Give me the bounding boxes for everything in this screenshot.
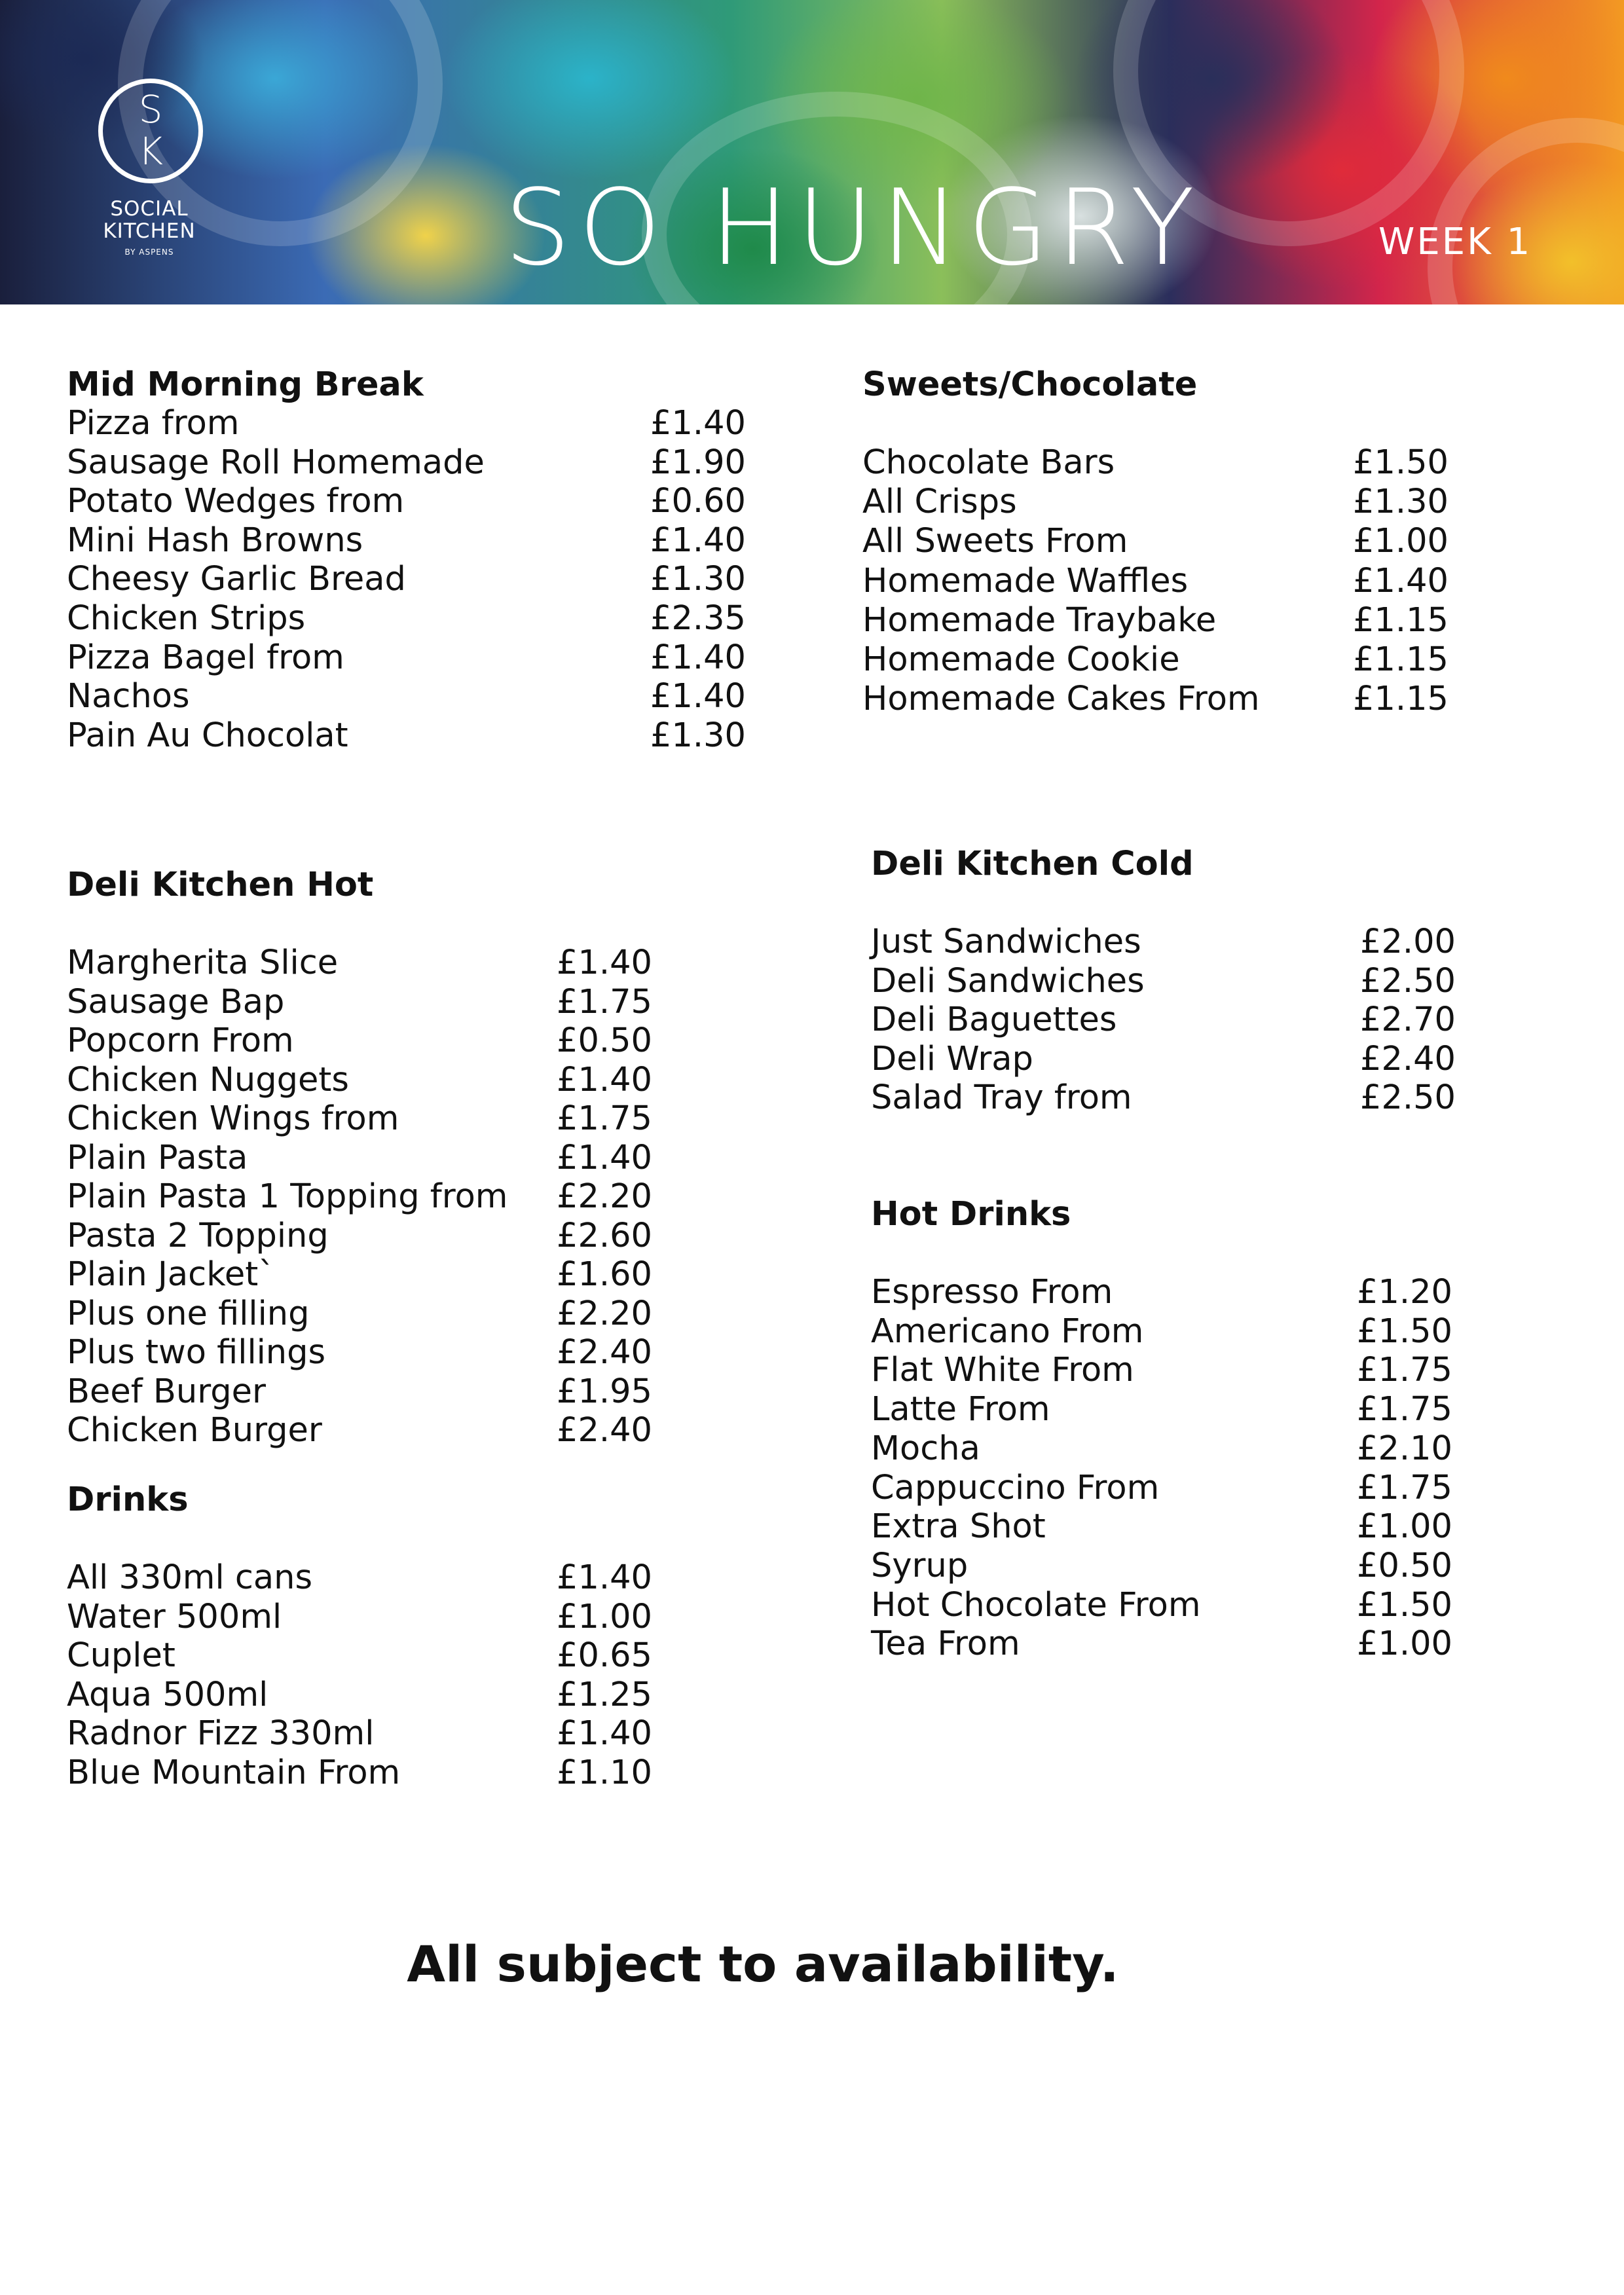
menu-item-name: Hot Chocolate From bbox=[871, 1586, 1201, 1625]
menu-item-name: Popcorn From bbox=[67, 1021, 294, 1060]
menu-item-price: £1.50 bbox=[1357, 1312, 1453, 1351]
menu-item-price: £1.95 bbox=[557, 1372, 653, 1411]
menu-item-price: £1.50 bbox=[1353, 443, 1449, 482]
menu-item-name: Chicken Nuggets bbox=[67, 1061, 349, 1099]
menu-item-name: Homemade Cakes From bbox=[862, 680, 1260, 718]
menu-item-price: £2.40 bbox=[557, 1333, 653, 1372]
menu-item-name: Syrup bbox=[871, 1547, 969, 1585]
menu-item-price: £1.40 bbox=[650, 638, 747, 677]
menu-item-price: £1.50 bbox=[1357, 1586, 1453, 1625]
menu-item-price: £1.15 bbox=[1353, 601, 1449, 640]
section-title-drinks: Drinks bbox=[67, 1480, 189, 1519]
menu-item-name: Americano From bbox=[871, 1312, 1144, 1351]
menu-item-name: Just Sandwiches bbox=[871, 923, 1141, 961]
menu-item-price: £1.15 bbox=[1353, 640, 1449, 679]
menu-item-price: £2.00 bbox=[1360, 923, 1456, 961]
menu-item-price: £1.40 bbox=[557, 1558, 653, 1597]
menu-item-name: Pizza from bbox=[67, 404, 240, 443]
menu-item-name: Chicken Strips bbox=[67, 599, 306, 638]
menu-item-price: £1.75 bbox=[1357, 1351, 1453, 1389]
menu-item-price: £2.70 bbox=[1360, 1001, 1456, 1039]
menu-item-price: £2.40 bbox=[1360, 1040, 1456, 1078]
section-title-deli-hot: Deli Kitchen Hot bbox=[67, 866, 374, 904]
menu-item-price: £1.25 bbox=[557, 1676, 653, 1714]
menu-item-price: £1.30 bbox=[650, 716, 747, 755]
menu-item-name: Flat White From bbox=[871, 1351, 1134, 1389]
menu-item-name: Water 500ml bbox=[67, 1598, 282, 1636]
menu-item-price: £1.10 bbox=[557, 1753, 653, 1792]
menu-item-name: Deli Baguettes bbox=[871, 1001, 1117, 1039]
menu-item-name: Beef Burger bbox=[67, 1372, 267, 1411]
menu-item-name: Deli Wrap bbox=[871, 1040, 1033, 1078]
menu-item-name: Mini Hash Browns bbox=[67, 521, 363, 560]
menu-item-price: £1.40 bbox=[557, 1139, 653, 1177]
menu-item-name: Chocolate Bars bbox=[862, 443, 1115, 482]
menu-item-price: £1.40 bbox=[650, 404, 747, 443]
menu-item-name: Plain Pasta 1 Topping from bbox=[67, 1177, 508, 1216]
menu-item-name: Mocha bbox=[871, 1429, 980, 1468]
menu-item-name: Pasta 2 Topping bbox=[67, 1217, 329, 1255]
menu-item-price: £1.75 bbox=[557, 983, 653, 1021]
menu-item-price: £1.90 bbox=[650, 443, 747, 482]
menu-item-price: £0.65 bbox=[557, 1636, 653, 1675]
menu-item-price: £1.75 bbox=[1357, 1390, 1453, 1429]
menu-item-name: Espresso From bbox=[871, 1273, 1113, 1312]
menu-item-price: £1.00 bbox=[557, 1598, 653, 1636]
menu-item-price: £1.15 bbox=[1353, 680, 1449, 718]
menu-item-name: Pizza Bagel from bbox=[67, 638, 344, 677]
menu-item-price: £1.40 bbox=[650, 521, 747, 560]
menu-item-price: £2.60 bbox=[557, 1217, 653, 1255]
menu-item-name: Latte From bbox=[871, 1390, 1050, 1429]
menu-item-name: Cheesy Garlic Bread bbox=[67, 560, 406, 598]
menu-item-name: Nachos bbox=[67, 677, 190, 716]
menu-item-price: £1.40 bbox=[557, 1061, 653, 1099]
menu-item-name: Pain Au Chocolat bbox=[67, 716, 348, 755]
menu-item-price: £2.20 bbox=[557, 1177, 653, 1216]
week-label: WEEK 1 bbox=[1378, 221, 1532, 263]
menu-item-price: £1.00 bbox=[1357, 1507, 1453, 1546]
menu-item-name: Extra Shot bbox=[871, 1507, 1046, 1546]
banner-title: SO HUNGRY bbox=[504, 166, 1203, 289]
menu-item-price: £2.50 bbox=[1360, 1078, 1456, 1117]
menu-item-price: £1.60 bbox=[557, 1255, 653, 1294]
menu-item-name: Aqua 500ml bbox=[67, 1676, 268, 1714]
menu-item-price: £1.40 bbox=[650, 677, 747, 716]
menu-item-price: £1.20 bbox=[1357, 1273, 1453, 1312]
menu-item-name: Deli Sandwiches bbox=[871, 962, 1145, 1001]
menu-item-price: £1.40 bbox=[557, 1714, 653, 1753]
menu-item-name: All Crisps bbox=[862, 483, 1017, 521]
menu-item-name: Radnor Fizz 330ml bbox=[67, 1714, 375, 1753]
menu-item-price: £2.10 bbox=[1357, 1429, 1453, 1468]
section-title-hot-drinks: Hot Drinks bbox=[871, 1195, 1071, 1234]
menu-item-price: £1.00 bbox=[1357, 1625, 1453, 1663]
menu-item-price: £2.35 bbox=[650, 599, 747, 638]
menu-item-price: £0.60 bbox=[650, 482, 747, 521]
menu-item-name: Sausage Bap bbox=[67, 983, 285, 1021]
menu-item-price: £1.40 bbox=[1353, 562, 1449, 600]
menu-item-name: Salad Tray from bbox=[871, 1078, 1132, 1117]
menu-item-price: £2.40 bbox=[557, 1411, 653, 1450]
menu-item-name: Blue Mountain From bbox=[67, 1753, 401, 1792]
menu-item-name: Margherita Slice bbox=[67, 944, 339, 982]
menu-item-name: All Sweets From bbox=[862, 522, 1128, 560]
menu-item-price: £1.30 bbox=[1353, 483, 1449, 521]
menu-item-name: Tea From bbox=[871, 1625, 1020, 1663]
logo-initial-k: K bbox=[138, 129, 164, 174]
menu-item-price: £0.50 bbox=[557, 1021, 653, 1060]
paint-swirl bbox=[1428, 118, 1624, 304]
menu-item-price: £2.50 bbox=[1360, 962, 1456, 1001]
section-title-mid-morning: Mid Morning Break bbox=[67, 365, 424, 404]
menu-item-name: Homemade Cookie bbox=[862, 640, 1180, 679]
header-banner bbox=[0, 0, 1624, 304]
logo-text: SOCIAL KITCHEN bbox=[103, 197, 196, 243]
menu-item-price: £0.50 bbox=[1357, 1547, 1453, 1585]
menu-item-name: Cuplet bbox=[67, 1636, 175, 1675]
menu-item-name: Plain Pasta bbox=[67, 1139, 248, 1177]
menu-item-price: £1.75 bbox=[1357, 1469, 1453, 1507]
logo-circle bbox=[98, 79, 203, 183]
section-title-sweets: Sweets/Chocolate bbox=[862, 365, 1198, 404]
menu-item-price: £1.75 bbox=[557, 1099, 653, 1138]
menu-item-name: Plus one filling bbox=[67, 1294, 310, 1333]
menu-item-name: All 330ml cans bbox=[67, 1558, 313, 1597]
menu-item-name: Plain Jacket` bbox=[67, 1255, 275, 1294]
menu-item-price: £2.20 bbox=[557, 1294, 653, 1333]
menu-item-price: £1.00 bbox=[1353, 522, 1449, 560]
menu-item-name: Chicken Wings from bbox=[67, 1099, 399, 1138]
menu-item-name: Potato Wedges from bbox=[67, 482, 405, 521]
logo-subtext: BY ASPENS bbox=[124, 248, 174, 257]
menu-item-name: Cappuccino From bbox=[871, 1469, 1160, 1507]
menu-item-price: £1.30 bbox=[650, 560, 747, 598]
menu-item-price: £1.40 bbox=[557, 944, 653, 982]
menu-item-name: Homemade Waffles bbox=[862, 562, 1189, 600]
menu-item-name: Chicken Burger bbox=[67, 1411, 322, 1450]
logo-initial-s: S bbox=[138, 87, 163, 132]
availability-note: All subject to availability. bbox=[407, 1935, 1119, 1993]
menu-item-name: Sausage Roll Homemade bbox=[67, 443, 485, 482]
menu-item-name: Homemade Traybake bbox=[862, 601, 1217, 640]
menu-item-name: Plus two fillings bbox=[67, 1333, 326, 1372]
section-title-deli-cold: Deli Kitchen Cold bbox=[871, 845, 1194, 883]
